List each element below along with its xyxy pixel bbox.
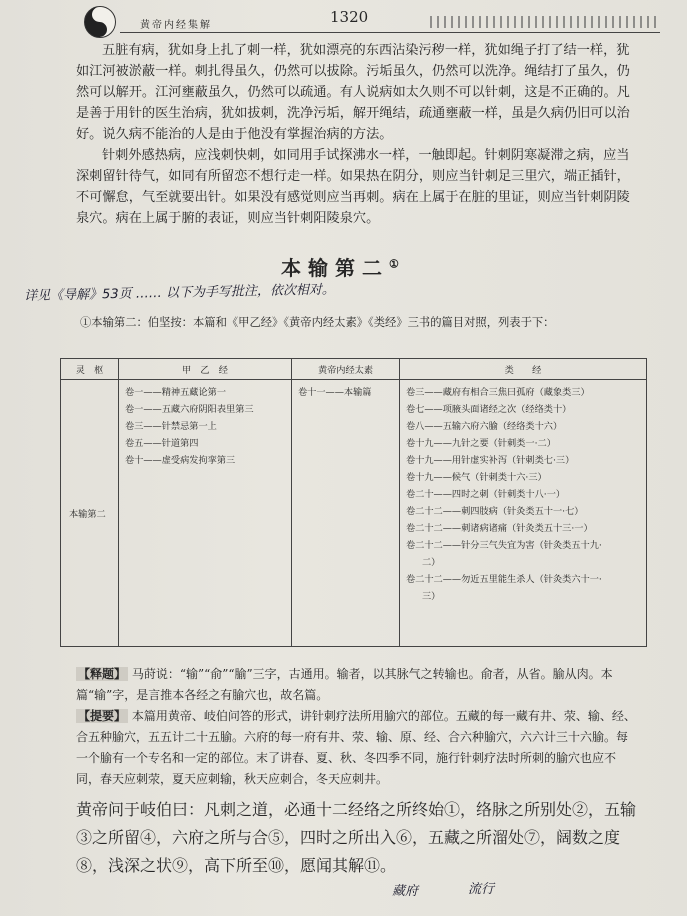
paragraph-2: 针刺外感热病，应浅刺快刺，如同用手试探沸水一样，一触即起。针刺阴寒凝滞之病，应当深刺留针待气，如同有所留恋不想行走一样。如果热在阴分，则应当针刺足三里穴，端正插针，不可懈怠，气至就要出针。如果没有感觉则应当再刺。病在上属于在脏的里证，则应当针刺阴陵泉穴。病在上属于腑的表证，则应当针刺阳陵泉穴。 [76, 148, 630, 226]
leijing-entry: 卷二十二——勿近五里能生杀人（针灸类六十一· [406, 574, 602, 585]
table-row [61, 380, 647, 647]
paragraph-1: 五脏有病，犹如身上扎了刺一样，犹如漂亮的东西沾染污秽一样，犹如绳子打了结一样，犹如江河被淤蔽一样。刺扎得虽久，仍然可以拔除。污垢虽久，仍然可以洗净。绳结打了虽久，仍然可以解开。江河壅蔽虽久，仍然可以疏通。有人说病如太久则不可以针刺，这是不正确的。凡是善于用针的医生治病，犹如拔刺，洗净污垢，解开绳结，疏通壅蔽一样，虽是久病仍旧可以治好。说久病不能治的人是由于他没有掌握治病的方法。 [76, 43, 630, 142]
header-lingshu: 灵 枢 [61, 359, 119, 380]
leijing-entry-continued: 三） [422, 591, 441, 602]
leijing-entry: 卷十九——候气（针刺类十六·三） [406, 472, 547, 483]
decorative-border [430, 16, 660, 28]
leijing-entry: 卷三——藏府有相合三焦曰孤府（藏象类三） [406, 387, 590, 398]
taisu-entry: 卷十一——本输篇 [298, 387, 372, 398]
section-tiyao [76, 706, 639, 790]
jiayi-entry: 卷三——针禁忌第一上 [125, 421, 217, 432]
cell-leijing [400, 380, 647, 647]
header-rule [120, 32, 660, 33]
leijing-entry: 卷八——五输六府六腧（经络类十六） [406, 421, 563, 432]
footnote-1: ①本输第二：伯坚按：本篇和《甲乙经》《黄帝内经太素》《类经》三书的篇目对照，列表于下： [80, 316, 555, 329]
page-number: 1320 [330, 8, 369, 26]
table-header-row [61, 359, 647, 380]
leijing-entry: 卷二十二——针分三气失宜为害（针灸类五十九· [406, 540, 602, 551]
jiayi-entry: 卷一——五藏六府阴阳表里第三 [125, 404, 254, 415]
running-header [40, 4, 640, 38]
comparison-table [60, 358, 647, 647]
handwritten-note: 流行 [468, 882, 495, 897]
yin-yang-icon [84, 6, 116, 38]
chapter-title-text: 本输第二 [281, 256, 389, 280]
leijing-entry: 卷二十——四时之刺（针刺类十八·一） [406, 489, 566, 500]
cell-taisu [292, 380, 400, 647]
header-taisu: 黄帝内经太素 [292, 359, 400, 380]
cell-lingshu: 本输第二 [61, 380, 119, 647]
header-jiayi: 甲 乙 经 [119, 359, 292, 380]
classic-text-question: 黄帝问于岐伯曰：凡刺之道，必通十二经络之所终始①，络脉之所别处②，五输③之所留④，六府之所与合⑤，四时之所出入⑥，五藏之所溜处⑦，阔数之度⑧，浅深之状⑨，高下所至⑩，愿闻其解⑪。 [76, 800, 637, 875]
handwritten-note: 藏府 [392, 884, 419, 899]
book-title: 黄帝内经集解 [140, 20, 212, 31]
leijing-entry: 卷十九——九针之要（针刺类一·二） [406, 438, 556, 449]
leijing-entry: 卷十九——用针虚实补泻（针刺类七·三） [406, 455, 575, 466]
tiyao-tag: 【提要】 [78, 709, 127, 723]
jiayi-entry: 卷十——虚受病发拘挛第三 [125, 455, 236, 466]
leijing-entry: 卷七——项腋头面诸经之次（经络类十） [406, 404, 572, 415]
leijing-entry: 卷二十二——刺四肢病（针灸类五十一·七） [406, 506, 584, 517]
cell-jiayi [119, 380, 292, 647]
tiyao-text: 本篇用黄帝、岐伯问答的形式，讲针刺疗法所用腧穴的部位。五藏的每一藏有井、荥、输、经、合五种腧穴，五五计二十五腧。六府的每一府有井、荥、输、原、经、合六种腧穴，六六计三十六腧。每一个腧有一个专名和一定的部位。末了讲春、夏、秋、冬四季不同，施行针刺疗法时所刺的腧穴也应不同，春天应刺荥，夏天应刺输，秋天应刺合，冬天应刺井。 [76, 709, 636, 786]
leijing-entry: 卷二十二——刺诸病诸痛（针灸类五十三·一） [406, 523, 593, 534]
jieti-tag: 【释题】 [78, 667, 127, 681]
jiayi-entry: 卷一——精神五藏论第一 [125, 387, 227, 398]
chapter-note-marker: ① [389, 257, 399, 271]
jiayi-entry: 卷五——针道第四 [125, 438, 199, 449]
header-leijing: 类 经 [400, 359, 647, 380]
jieti-text: 马莳说：“输”“俞”“腧”三字，古通用。输者，以其脉气之转输也。俞者，从省。腧从肉。本篇“输”字，是言推本各经之有腧穴也，故名篇。 [76, 667, 613, 702]
handwritten-annotation: 详见《导解》53页 …… 以下为手写批注，依次相对。 [23, 282, 336, 304]
section-jieti [76, 664, 639, 706]
leijing-entry-continued: 二） [422, 557, 441, 568]
